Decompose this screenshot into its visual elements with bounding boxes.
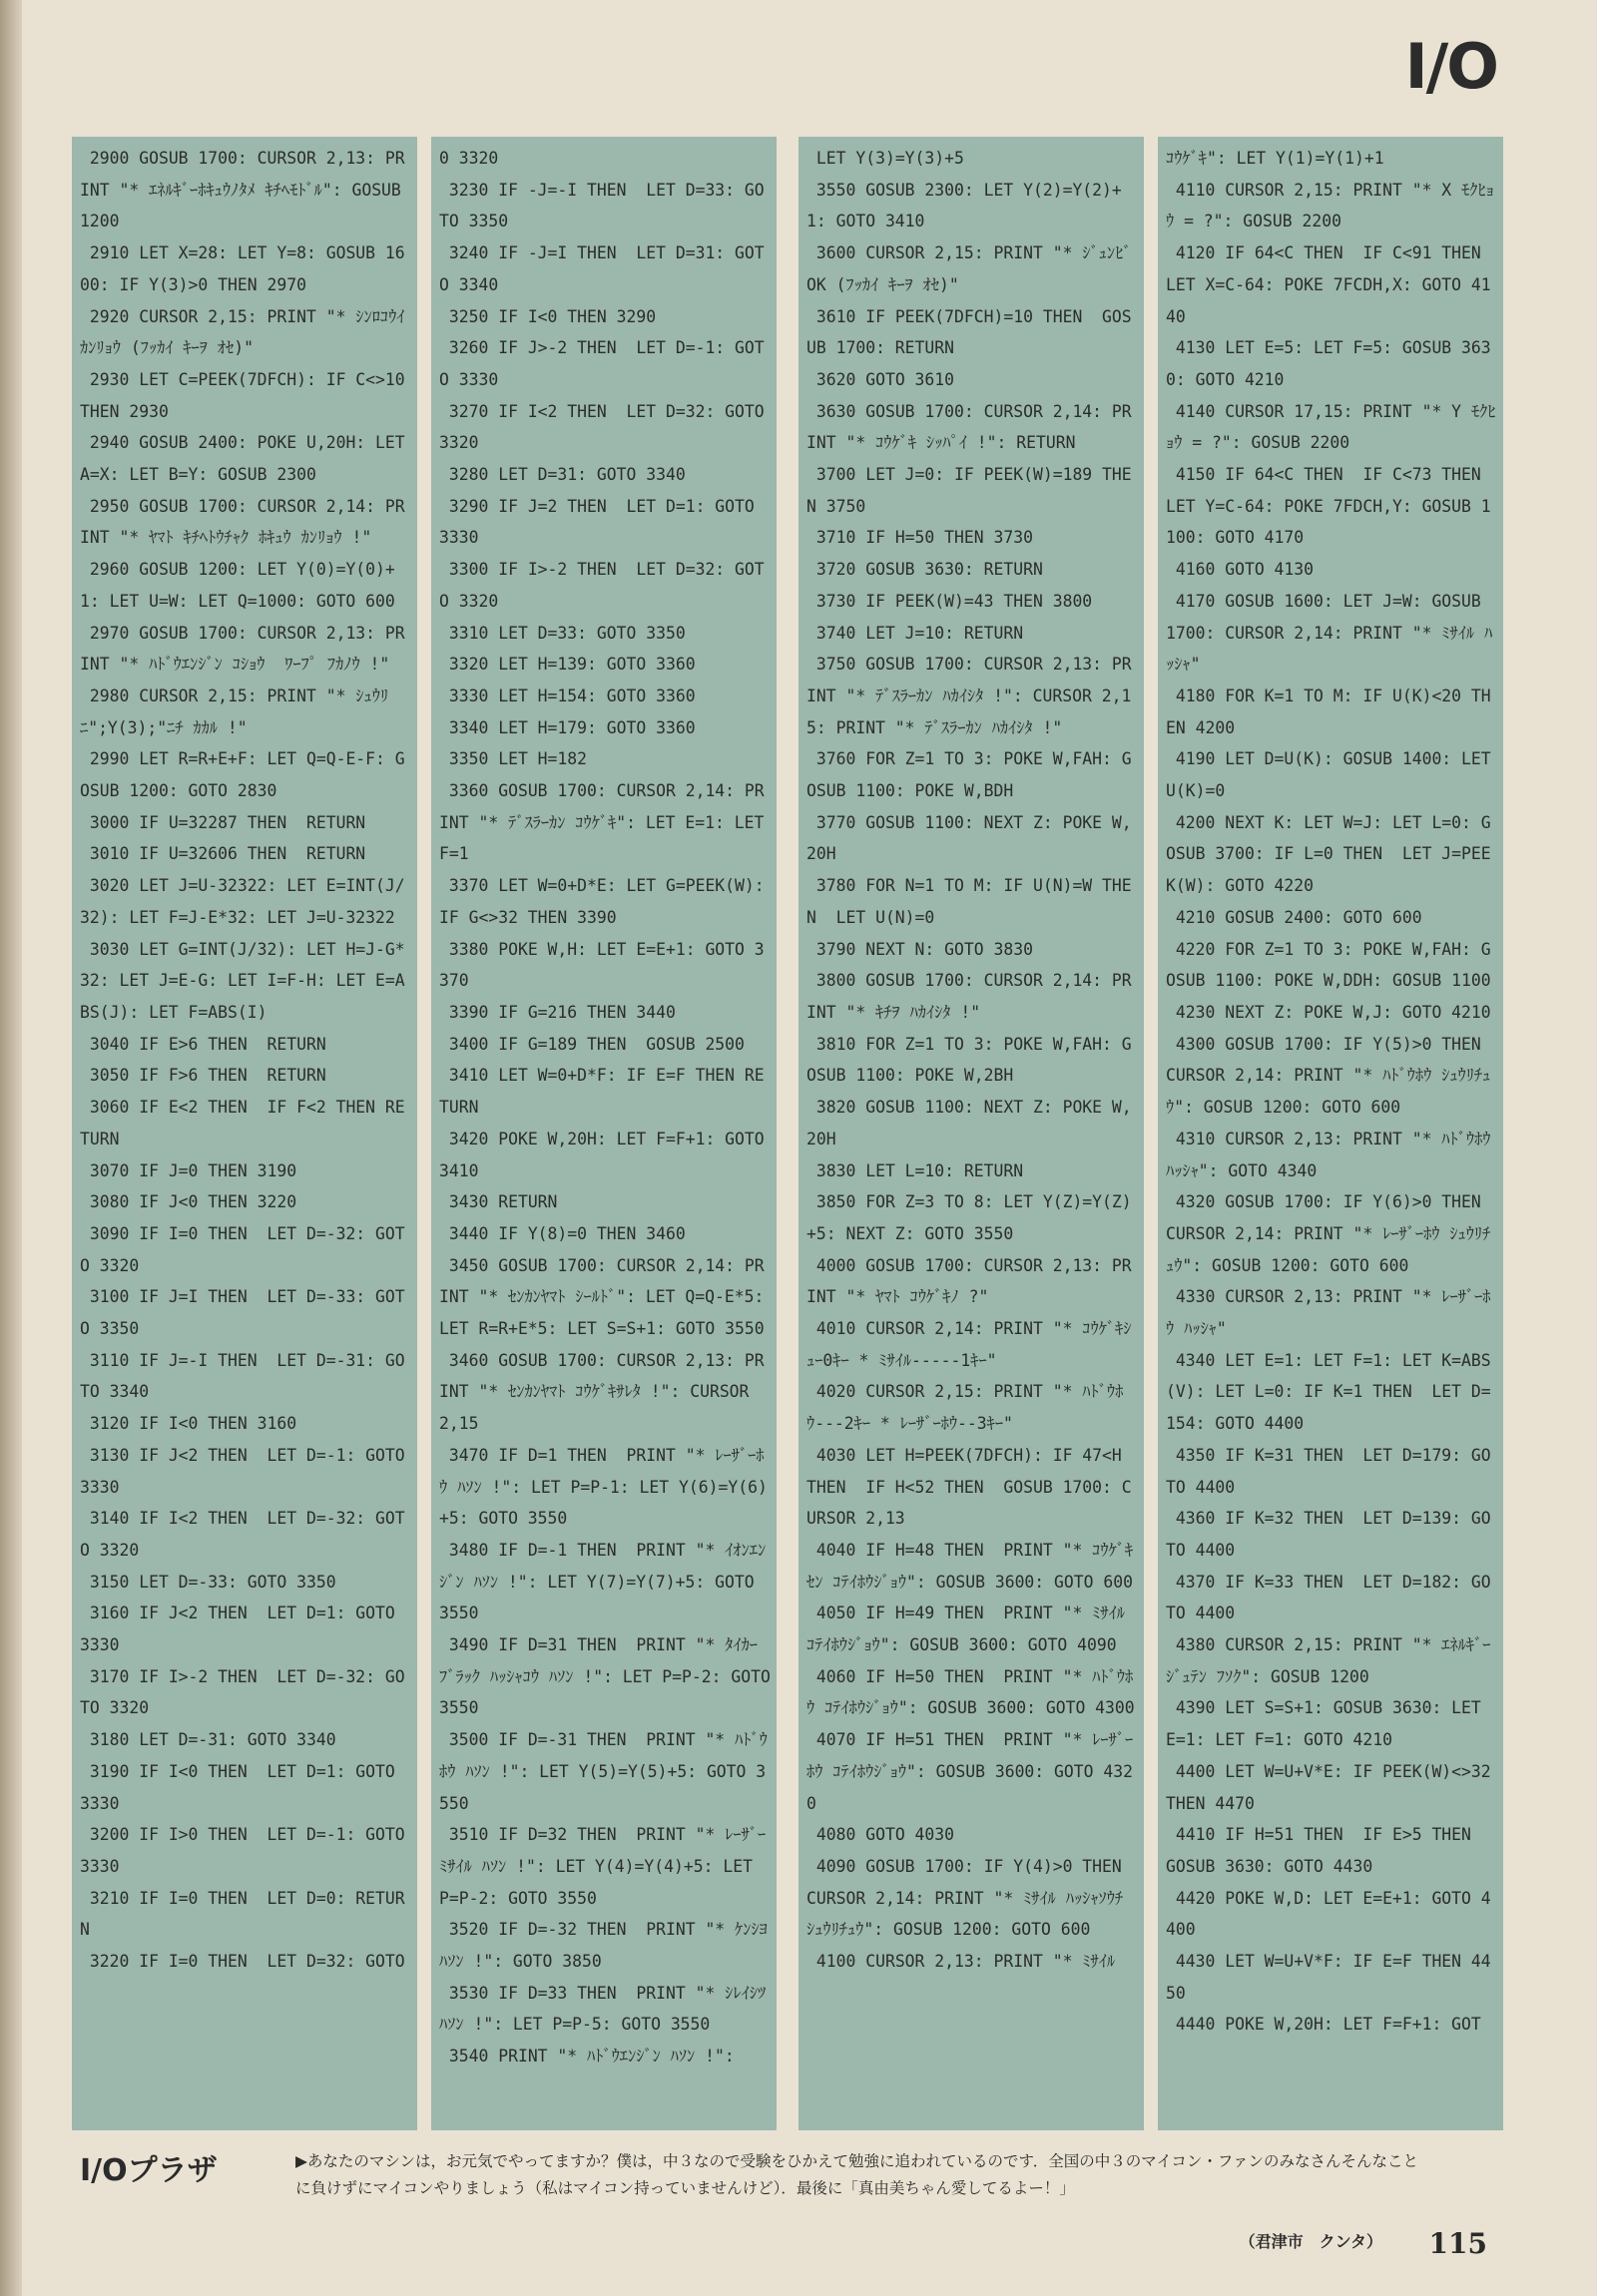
code-line: 3070 IF J=0 THEN 3190 (80, 1160, 297, 1180)
code-line: 3600 CURSOR 2,15: PRINT "* ｼﾞｭﾝﾋﾞ OK (ﾌｯｶｲ ｷｰｦ ｵｾ)" (806, 243, 1142, 294)
code-line: 4430 LET W=U+V*F: IF E=F THEN 4450 (1166, 1952, 1491, 2003)
code-line: 3440 IF Y(8)=0 THEN 3460 (439, 1223, 686, 1243)
code-line: 3470 IF D=1 THEN PRINT "* ﾚｰｻﾞｰﾎｳ ﾊｿﾝ !": LET P=P-1: LET Y(6)=Y(6)+5: GOTO 3550 (439, 1445, 768, 1529)
code-line: 3200 IF I>0 THEN LET D=-1: GOTO 3330 (80, 1825, 415, 1876)
page-number: 115 (1428, 2227, 1487, 2260)
code-line: 4370 IF K=33 THEN LET D=182: GOTO 4400 (1166, 1572, 1491, 1623)
code-line: 4360 IF K=32 THEN LET D=139: GOTO 4400 (1166, 1509, 1491, 1560)
code-line: 4340 LET E=1: LET F=1: LET K=ABS(V): LET L=0: IF K=1 THEN LET D=154: GOTO 4400 (1166, 1350, 1491, 1434)
code-line: 3610 IF PEEK(7DFCH)=10 THEN GOSUB 1700: RETURN (806, 306, 1132, 358)
code-line: 3050 IF F>6 THEN RETURN (80, 1066, 326, 1086)
code-line: 3540 PRINT "* ﾊﾄﾞｳｴﾝｼﾞﾝ ﾊｿﾝ !": (439, 2047, 735, 2066)
code-line: 3800 GOSUB 1700: CURSOR 2,14: PRINT "* ｷﾁｦ ﾊｶｲｼﾀ !" (806, 971, 1132, 1022)
code-line: 3350 LET H=182 (439, 749, 588, 769)
code-line: 3130 IF J<2 THEN LET D=-1: GOTO 3330 (80, 1445, 415, 1497)
code-line: 2960 GOSUB 1200: LET Y(0)=Y(0)+1: LET U=W: LET Q=1000: GOTO 600 (80, 560, 395, 611)
code-line: 4150 IF 64<C THEN IF C<73 THEN LET Y=C-64: POKE 7FDCH,Y: GOSUB 1100: GOTO 4170 (1166, 465, 1501, 548)
code-line: 4190 LET D=U(K): GOSUB 1400: LET U(K)=0 (1166, 749, 1501, 801)
code-line: 4170 GOSUB 1600: LET J=W: GOSUB 1700: CURSOR 2,14: PRINT "* ﾐｻｲﾙ ﾊｯｼｬ" (1166, 591, 1493, 675)
plaza-author: （君津市 クンタ） (1239, 2232, 1382, 2251)
code-line: 3700 LET J=0: IF PEEK(W)=189 THEN 3750 (806, 465, 1132, 516)
code-line: 4310 CURSOR 2,13: PRINT "* ﾊﾄﾞｳﾎｳ ﾊｯｼｬ": GOTO 4340 (1166, 1129, 1501, 1180)
code-line: 3320 LET H=139: GOTO 3360 (439, 655, 696, 675)
code-line: 3040 IF E>6 THEN RETURN (80, 1034, 326, 1054)
code-line: 3620 GOTO 3610 (806, 369, 955, 389)
code-line: 4020 CURSOR 2,15: PRINT "* ﾊﾄﾞｳﾎｳ---2ｷｰ * ﾚｰｻﾞｰﾎｳ--3ｷｰ" (806, 1382, 1124, 1434)
code-line: 3510 IF D=32 THEN PRINT "* ﾚｰｻﾞｰ ﾐｻｲﾙ ﾊｿﾝ !": LET Y(4)=Y(4)+5: LET P=P-2: GOTO 3550 (439, 1825, 777, 1908)
code-line: 3830 LET L=10: RETURN (806, 1160, 1024, 1180)
code-line: 3390 IF G=216 THEN 3440 (439, 1002, 676, 1022)
code-line: 4140 CURSOR 17,15: PRINT "* Y ﾓｸﾋｮｳ = ?": GOSUB 2200 (1166, 401, 1496, 453)
code-line: 3220 IF I=0 THEN LET D=32: GOTO (80, 1952, 405, 1972)
code-line: 3850 FOR Z=3 TO 8: LET Y(Z)=Y(Z)+5: NEXT Z: GOTO 3550 (806, 1192, 1132, 1243)
code-line: 3520 IF D=-32 THEN PRINT "* ｹﾝｼﾖ ﾊｿﾝ !": GOTO 3850 (439, 1920, 778, 1972)
code-line: 3240 IF -J=I THEN LET D=31: GOTO 3340 (439, 243, 765, 294)
code-line: 4120 IF 64<C THEN IF C<91 THEN LET X=C-64: POKE 7FCDH,X: GOTO 4140 (1166, 243, 1501, 326)
code-line: 4090 GOSUB 1700: IF Y(4)>0 THEN CURSOR 2,14: PRINT "* ﾐｻｲﾙ ﾊｯｼｬｿｳﾁ ｼｭｳﾘﾁｭｳ": GOSUB 1200: GOTO 600 (806, 1856, 1142, 1940)
code-line: 4080 GOTO 4030 (806, 1825, 955, 1845)
code-line: 3260 IF J>-2 THEN LET D=-1: GOTO 3330 (439, 338, 765, 389)
code-line: 3820 GOSUB 1100: NEXT Z: POKE W,20H (806, 1098, 1132, 1148)
code-line: 3010 IF U=32606 THEN RETURN (80, 844, 366, 864)
code-line: 4320 GOSUB 1700: IF Y(6)>0 THEN CURSOR 2,14: PRINT "* ﾚｰｻﾞｰﾎｳ ｼｭｳﾘﾁｭｳ": GOSUB 1200: GOTO 600 (1166, 1192, 1501, 1275)
code-line: 3740 LET J=10: RETURN (806, 623, 1024, 643)
code-line: 3030 LET G=INT(J/32): LET H=J-G*32: LET J=E-G: LET I=F-H: LET E=ABS(J): LET F=ABS(I) (80, 939, 405, 1022)
code-line: 4300 GOSUB 1700: IF Y(5)>0 THEN CURSOR 2,14: PRINT "* ﾊﾄﾞｳﾎｳ ｼｭｳﾘﾁｭｳ": GOSUB 1200: GOTO 600 (1166, 1034, 1501, 1118)
code-line: 4400 LET W=U+V*E: IF PEEK(W)<>32 THEN 4470 (1166, 1761, 1501, 1813)
code-line: 4040 IF H=48 THEN PRINT "* ｺｳｹﾞｷｾﾝ ｺﾃｲﾎｳｼﾞｮｳ": GOSUB 3600: GOTO 600 (806, 1540, 1134, 1592)
code-line: 4210 GOSUB 2400: GOTO 600 (1166, 907, 1422, 927)
code-line: 3330 LET H=154: GOTO 3360 (439, 686, 696, 705)
listing-column-4 (1158, 137, 1503, 2130)
code-line: 3730 IF PEEK(W)=43 THEN 3800 (806, 591, 1093, 611)
code-line: 2950 GOSUB 1700: CURSOR 2,14: PRINT "* ﾔﾏﾄ ｷﾁﾍﾄｳﾁｬｸ ﾎｷｭｳ ｶﾝﾘｮｳ !" (80, 496, 405, 548)
code-line: LET Y(3)=Y(3)+5 (806, 149, 964, 168)
code-line: 3630 GOSUB 1700: CURSOR 2,14: PRINT "* ｺｳｹﾞｷ ｼｯﾊﾟｲ !": RETURN (806, 401, 1132, 453)
code-line: 4220 FOR Z=1 TO 3: POKE W,FAH: GOSUB 1100: POKE W,DDH: GOSUB 1100 (1166, 939, 1491, 991)
code-line: 3120 IF I<0 THEN 3160 (80, 1414, 297, 1434)
code-line: 3190 IF I<0 THEN LET D=1: GOTO 3330 (80, 1761, 405, 1813)
code-line: 4070 IF H=51 THEN PRINT "* ﾚｰｻﾞｰﾎｳ ｺﾃｲﾎｳｼﾞｮｳ": GOSUB 3600: GOTO 4320 (806, 1730, 1134, 1813)
code-line: 3770 GOSUB 1100: NEXT Z: POKE W,20H (806, 812, 1132, 864)
code-line: 3360 GOSUB 1700: CURSOR 2,14: PRINT "* ﾃﾞｽﾗｰｶﾝ ｺｳｹﾞｷ": LET E=1: LET F=1 (439, 781, 775, 864)
code-line: 3080 IF J<0 THEN 3220 (80, 1192, 297, 1212)
code-line: 3790 NEXT N: GOTO 3830 (806, 939, 1033, 959)
code-line: 3370 LET W=0+D*E: LET G=PEEK(W): IF G<>32 THEN 3390 (439, 876, 775, 927)
code-line: 4230 NEXT Z: POKE W,J: GOTO 4210 (1166, 1002, 1491, 1022)
code-line: 3750 GOSUB 1700: CURSOR 2,13: PRINT "* ﾃﾞｽﾗｰｶﾝ ﾊｶｲｼﾀ !": CURSOR 2,15: PRINT "* ﾃﾞｽﾗｰｶﾝ ﾊｶｲｼﾀ !" (806, 655, 1132, 737)
code-line: 2970 GOSUB 1700: CURSOR 2,13: PRINT "* ﾊﾄﾞｳｴﾝｼﾞﾝ ｺｼｮｳ ﾜｰﾌﾟ ﾌｶﾉｳ !" (80, 623, 405, 675)
code-line: 2990 LET R=R+E+F: LET Q=Q-E-F: GOSUB 1200: GOTO 2830 (80, 749, 405, 801)
code-line: 3410 LET W=0+D*F: IF E=F THEN RETURN (439, 1066, 765, 1118)
code-line: 4440 POKE W,20H: LET F=F+1: GOT (1166, 2015, 1481, 2035)
code-line: 3450 GOSUB 1700: CURSOR 2,14: PRINT "* ｾﾝｶﾝﾔﾏﾄ ｼｰﾙﾄﾞ": LET Q=Q-E*5: LET R=R+E*5: LET S=S+1: GOTO 3550 (439, 1255, 775, 1339)
code-line: 3060 IF E<2 THEN IF F<2 THEN RETURN (80, 1098, 405, 1148)
code-line: 3780 FOR N=1 TO M: IF U(N)=W THEN LET U(N)=0 (806, 876, 1132, 927)
code-line: 4060 IF H=50 THEN PRINT "* ﾊﾄﾞｳﾎｳ ｺﾃｲﾎｳｼﾞｮｳ": GOSUB 3600: GOTO 4300 (806, 1666, 1135, 1718)
code-line: 3090 IF I=0 THEN LET D=-32: GOTO 3320 (80, 1223, 405, 1275)
code-line: 4420 POKE W,D: LET E=E+1: GOTO 4400 (1166, 1888, 1491, 1940)
code-line: 3400 IF G=189 THEN GOSUB 2500 (439, 1034, 745, 1054)
code-line: 3000 IF U=32287 THEN RETURN (80, 812, 366, 832)
code-line: 4410 IF H=51 THEN IF E>5 THEN GOSUB 3630: GOTO 4430 (1166, 1825, 1491, 1876)
code-line: 4180 FOR K=1 TO M: IF U(K)<20 THEN 4200 (1166, 686, 1491, 737)
code-line: 3110 IF J=-I THEN LET D=-31: GOTO 3340 (80, 1350, 405, 1402)
code-line: 4130 LET E=5: LET F=5: GOSUB 3630: GOTO 4210 (1166, 338, 1491, 389)
code-line: 3150 LET D=-33: GOTO 3350 (80, 1572, 336, 1592)
code-line: 3500 IF D=-31 THEN PRINT "* ﾊﾄﾞｳﾎｳ ﾊｿﾝ !": LET Y(5)=Y(5)+5: GOTO 3550 (439, 1730, 768, 1813)
code-line: 4050 IF H=49 THEN PRINT "* ﾐｻｲﾙ ｺﾃｲﾎｳｼﾞｮｳ": GOSUB 3600: GOTO 4090 (806, 1604, 1135, 1655)
code-line: 4330 CURSOR 2,13: PRINT "* ﾚｰｻﾞｰﾎｳ ﾊｯｼｬ" (1166, 1287, 1491, 1339)
code-line: 3380 POKE W,H: LET E=E+1: GOTO 3370 (439, 939, 765, 991)
code-line: 4390 LET S=S+1: GOSUB 3630: LET E=1: LET F=1: GOTO 4210 (1166, 1698, 1491, 1750)
code-line: 3300 IF I>-2 THEN LET D=32: GOTO 3320 (439, 560, 765, 611)
code-line: 4110 CURSOR 2,15: PRINT "* X ﾓｸﾋｮｳ = ?": GOSUB 2200 (1166, 180, 1494, 231)
code-line: 4010 CURSOR 2,14: PRINT "* ｺｳｹﾞｷｼｭｰ0ｷｰ * ﾐｻｲﾙ-----1ｷｰ" (806, 1319, 1132, 1370)
code-line: 3250 IF I<0 THEN 3290 (439, 306, 657, 326)
code-line: ｺｳｹﾞｷ": LET Y(1)=Y(1)+1 (1166, 149, 1384, 168)
code-line: 2910 LET X=28: LET Y=8: GOSUB 1600: IF Y(3)>0 THEN 2970 (80, 243, 405, 294)
code-line: 3140 IF I<2 THEN LET D=-32: GOTO 3320 (80, 1509, 405, 1560)
code-line: 3020 LET J=U-32322: LET E=INT(J/32): LET F=J-E*32: LET J=U-32322 (80, 876, 405, 927)
code-line: 4100 CURSOR 2,13: PRINT "* ﾐｻｲﾙ (806, 1952, 1116, 1972)
code-line: 4200 NEXT K: LET W=J: LET L=0: GOSUB 3700: IF L=0 THEN LET J=PEEK(W): GOTO 4220 (1166, 812, 1491, 896)
code-line: 3480 IF D=-1 THEN PRINT "* ｲｵﾝｴﾝｼﾞﾝ ﾊｿﾝ !": LET Y(7)=Y(7)+5: GOTO 3550 (439, 1540, 767, 1623)
code-line: 2900 GOSUB 1700: CURSOR 2,13: PRINT "* ｴﾈﾙｷﾞｰﾎｷｭｳﾉﾀﾒ ｷﾁﾍﾓﾄﾞﾙ": GOSUB 1200 (80, 149, 411, 231)
code-line: 4030 LET H=PEEK(7DFCH): IF 47<H THEN IF H<52 THEN GOSUB 1700: CURSOR 2,13 (806, 1445, 1132, 1529)
code-line: 3760 FOR Z=1 TO 3: POKE W,FAH: GOSUB 1100: POKE W,BDH (806, 749, 1132, 801)
code-line: 3160 IF J<2 THEN LET D=1: GOTO 3330 (80, 1604, 405, 1655)
plaza-letter: ▶あなたのマシンは，お元気でやってますか？僕は，中３なので受験をひかえて勉強に追われているのです．全国の中３のマイコン・ファンのみなさんそんなことに負けずにマイコンやりましょう（私はマイコン持っていませんけど）．最後に「真由美ちゃん愛してるよー！」 (295, 2152, 1419, 2197)
code-line: 0 3320 (439, 149, 499, 168)
listing-column-3 (798, 137, 1144, 2130)
code-line: 3460 GOSUB 1700: CURSOR 2,13: PRINT "* ｾﾝｶﾝﾔﾏﾄ ｺｳｹﾞｷｻﾚﾀ !": CURSOR 2,15 (439, 1350, 765, 1434)
code-line: 3290 IF J=2 THEN LET D=1: GOTO 3330 (439, 496, 765, 548)
code-line: 2930 LET C=PEEK(7DFCH): IF C<>10 THEN 2930 (80, 369, 415, 421)
code-line: 3100 IF J=I THEN LET D=-33: GOTO 3350 (80, 1287, 405, 1339)
code-line: 3420 POKE W,20H: LET F=F+1: GOTO 3410 (439, 1129, 775, 1180)
code-line: 2940 GOSUB 2400: POKE U,20H: LET A=X: LET B=Y: GOSUB 2300 (80, 433, 415, 485)
page-binding (0, 0, 22, 2296)
code-line: 3810 FOR Z=1 TO 3: POKE W,FAH: GOSUB 1100: POKE W,2BH (806, 1034, 1132, 1086)
code-line: 3490 IF D=31 THEN PRINT "* ﾀｲｶｰﾌﾞﾗｯｸ ﾊｯｼｬｺｳ ﾊｿﾝ !": LET P=P-2: GOTO 3550 (439, 1635, 781, 1718)
code-line: 3720 GOSUB 3630: RETURN (806, 560, 1043, 580)
listing-column-1 (72, 137, 417, 2130)
code-line: 4000 GOSUB 1700: CURSOR 2,13: PRINT "* ﾔﾏﾄ ｺｳｹﾞｷﾉ ?" (806, 1255, 1132, 1307)
code-line: 3430 RETURN (439, 1192, 558, 1212)
code-line: 4380 CURSOR 2,15: PRINT "* ｴﾈﾙｷﾞｰｼﾞｭﾃﾝ ﾌｿｸ": GOSUB 1200 (1166, 1635, 1491, 1686)
code-line: 3710 IF H=50 THEN 3730 (806, 528, 1033, 548)
code-line: 3230 IF -J=-I THEN LET D=33: GOTO 3350 (439, 180, 765, 231)
code-line: 3310 LET D=33: GOTO 3350 (439, 623, 686, 643)
code-line: 2980 CURSOR 2,15: PRINT "* ｼｭｳﾘﾆ";Y(3);"ﾆﾁ ｶｶﾙ !" (80, 686, 389, 737)
code-line: 4160 GOTO 4130 (1166, 560, 1315, 580)
code-line: 3210 IF I=0 THEN LET D=0: RETURN (80, 1888, 405, 1940)
code-line: 2920 CURSOR 2,15: PRINT "* ｼﾝﾛｺｳｲ ｶﾝﾘｮｳ (ﾌｯｶｲ ｷｰｦ ｵｾ)" (80, 306, 415, 358)
code-line: 3170 IF I>-2 THEN LET D=-32: GOTO 3320 (80, 1666, 405, 1718)
listing-column-2 (431, 137, 781, 2130)
code-line: 3340 LET H=179: GOTO 3360 (439, 717, 696, 737)
code-line: 4350 IF K=31 THEN LET D=179: GOTO 4400 (1166, 1445, 1491, 1497)
code-line: 3270 IF I<2 THEN LET D=32: GOTO 3320 (439, 401, 775, 453)
code-line: 3280 LET D=31: GOTO 3340 (439, 465, 686, 485)
code-line: 3180 LET D=-31: GOTO 3340 (80, 1730, 336, 1750)
code-line: 3530 IF D=33 THEN PRINT "* ｼﾚｲｼﾂ ﾊｿﾝ !": LET P=P-5: GOTO 3550 (439, 1983, 777, 2035)
magazine-logo: I/O (1404, 30, 1497, 103)
plaza-title: I/Oプラザ (80, 2153, 218, 2188)
code-line: 3550 GOSUB 2300: LET Y(2)=Y(2)+1: GOTO 3410 (806, 180, 1122, 231)
